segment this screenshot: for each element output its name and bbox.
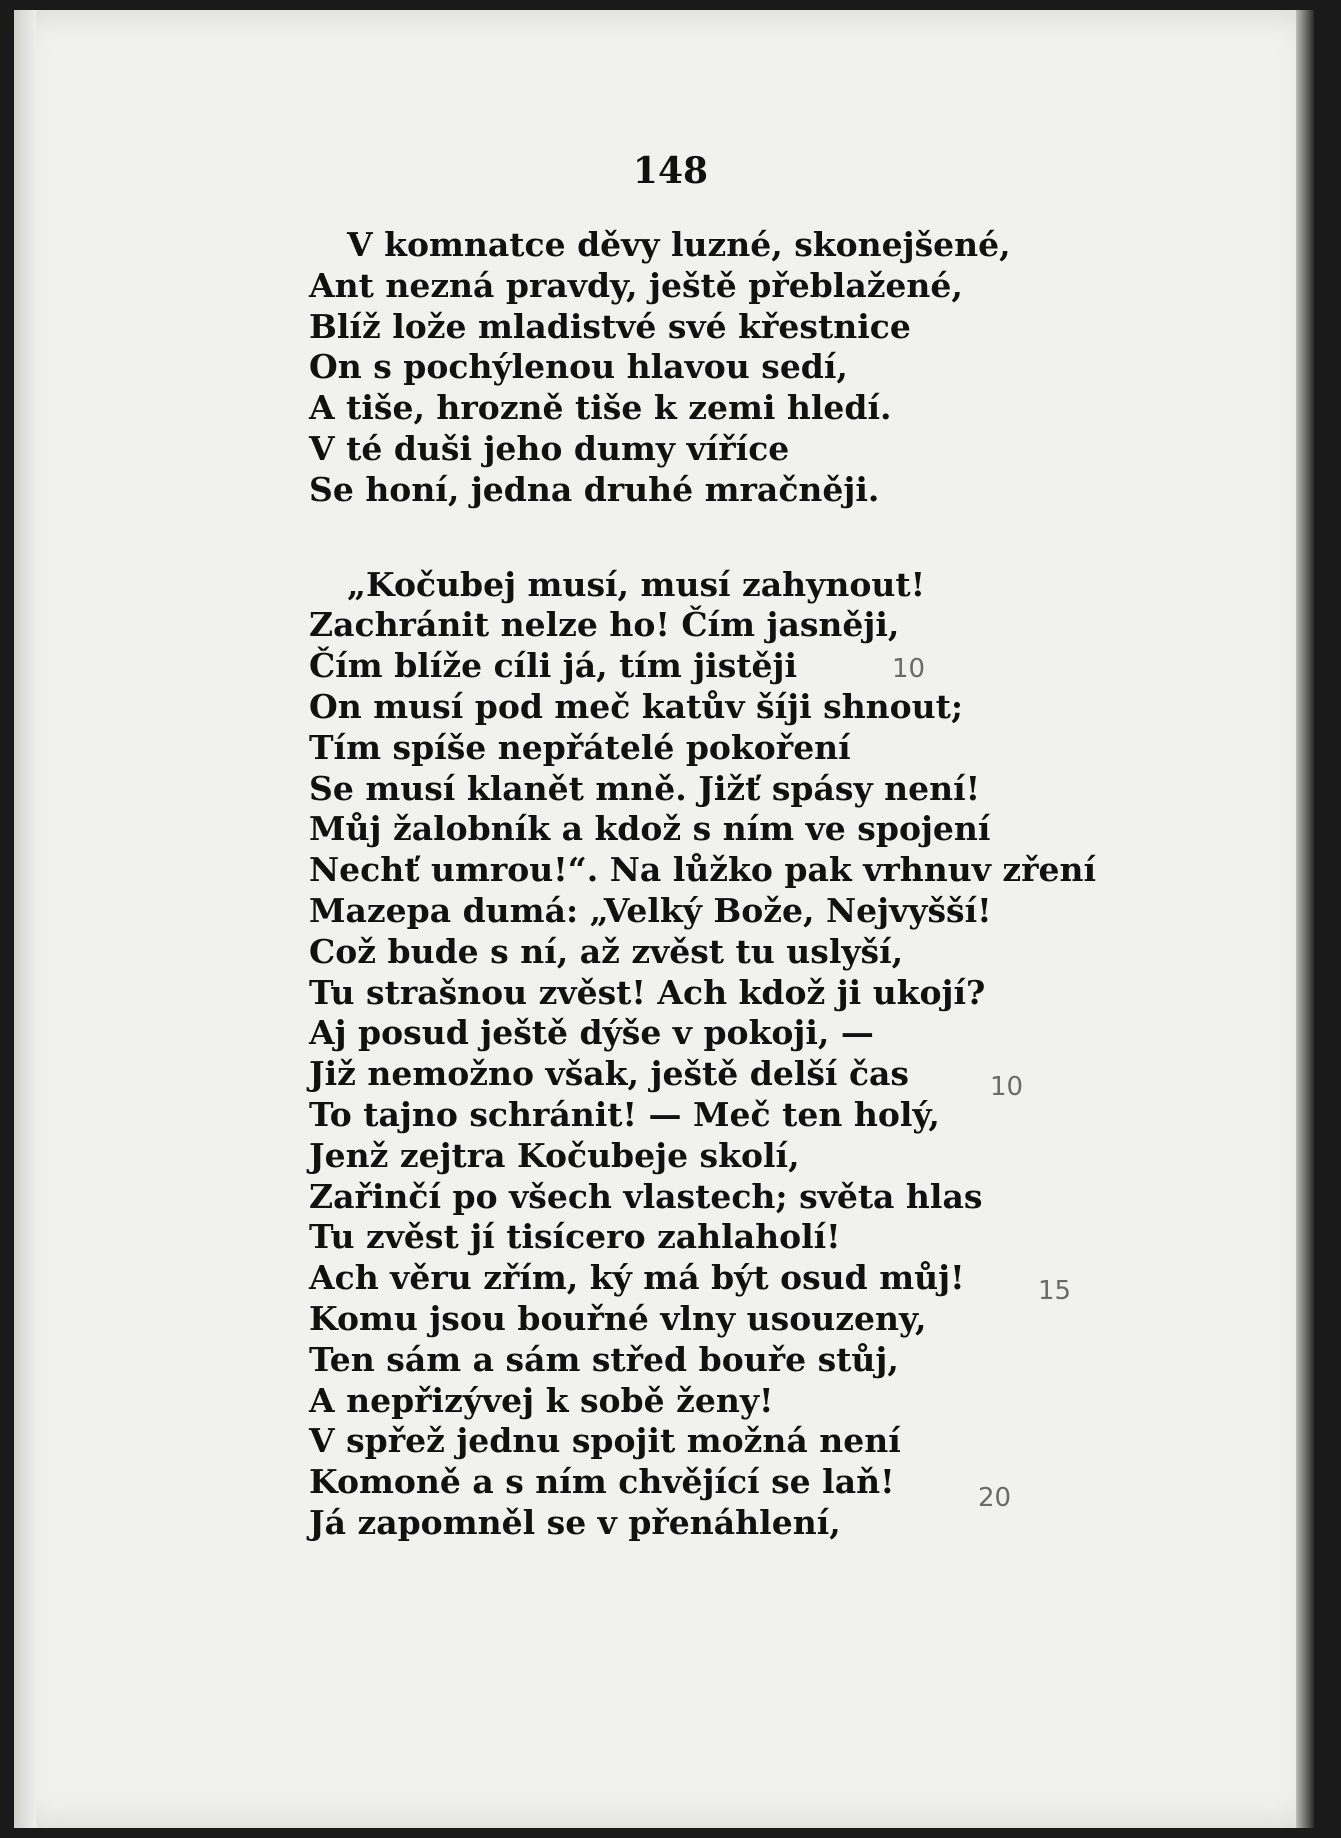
verse-line: V komnatce děvy luzné, skonejšené, [347, 225, 1011, 264]
verse-line: Což bude s ní, až zvěst tu uslyší, [309, 931, 904, 971]
verse-line: Ant nezná pravdy, ještě přeblažené, [309, 265, 963, 305]
verse-line: Tu zvěst jí tisícero zahlaholí! [309, 1217, 841, 1257]
verse-line: On musí pod meč katův šíji shnout; [309, 686, 964, 726]
verse-line: Blíž lože mladistvé své křestnice [309, 306, 911, 346]
verse-line: Zachránit nelze ho! Čím jasněji, [309, 605, 900, 645]
verse-line: V té duši jeho dumy víříce [309, 428, 790, 468]
page-number: 148 [632, 150, 709, 192]
verse-line: Můj žalobník a kdož s ním ve spojení [309, 809, 991, 849]
verse-line: Komu jsou bouřné vlny usouzeny, [309, 1298, 927, 1338]
verse-line: Aj posud ještě dýše v pokoji, — [309, 1013, 874, 1053]
verse-line: A tiše, hrozně tiše k zemi hledí. [309, 388, 892, 428]
page-left-edge [14, 10, 36, 1828]
page-right-edge [1296, 10, 1314, 1828]
margin-note: 10 [892, 654, 926, 684]
stanza-gap [347, 511, 1147, 565]
verse-line: Komoně a s ním chvějící se laň! [309, 1462, 895, 1502]
verse-line: On s pochýlenou hlavou sedí, [309, 347, 848, 387]
verse-line: V spřež jednu spojit možná není [309, 1421, 901, 1461]
stanza-1 [309, 225, 1147, 511]
verse-line: Čím blíže cíli já, tím jistěji [309, 646, 798, 686]
verse-line: Já zapomněl se v přenáhlení, [309, 1502, 841, 1542]
verse-line: Tím spíše nepřátelé pokoření [309, 727, 851, 767]
verse-line: Mazepa dumá: „Velký Bože, Nejvyšší! [309, 890, 992, 930]
verse-line: Zařinčí po všech vlastech; světa hlas [309, 1176, 983, 1216]
verse-line: Již nemožno však, ještě delší čas [309, 1054, 910, 1094]
stanza-2 [309, 564, 1147, 1544]
verse-line: Se honí, jedna druhé mračněji. [309, 469, 880, 509]
verse-line: Ten sám a sám střed bouře stůj, [309, 1339, 899, 1379]
verse-line: To tajno schránit! — Meč ten holý, [309, 1094, 940, 1134]
poem-text [309, 225, 1147, 1544]
verse-line: Ach věru zřím, ký má být osud můj! [309, 1258, 965, 1298]
margin-note: 20 [978, 1483, 1012, 1513]
verse-line: Nechť umrou!“. Na lůžko pak vrhnuv zření [309, 850, 1097, 890]
margin-note: 15 [1038, 1276, 1072, 1306]
verse-line: Jenž zejtra Kočubeje skolí, [309, 1135, 800, 1175]
margin-note: 10 [990, 1072, 1024, 1102]
verse-line: Tu strašnou zvěst! Ach kdož ji ukojí? [309, 972, 986, 1012]
verse-line: „Kočubej musí, musí zahynout! [347, 564, 926, 604]
verse-line: Se musí klanět mně. Jižť spásy není! [309, 768, 981, 808]
verse-line: A nepřizývej k sobě ženy! [309, 1380, 774, 1420]
